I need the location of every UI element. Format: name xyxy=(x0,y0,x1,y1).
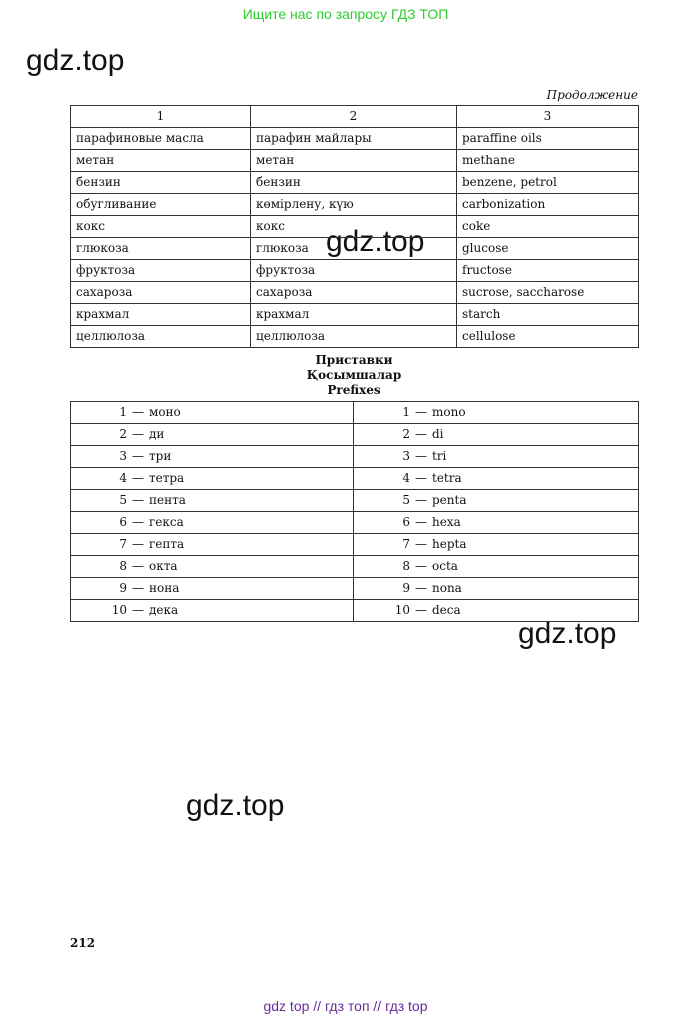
prefix-word: нона xyxy=(149,581,180,595)
prefix-word: hexa xyxy=(432,515,461,529)
dash-separator: — xyxy=(132,603,144,617)
prefix-word: nona xyxy=(432,581,462,595)
table-row xyxy=(71,260,639,282)
term-kz: метан xyxy=(251,150,457,172)
term-en: sucrose, saccharose xyxy=(457,282,639,304)
prefix-word: гепта xyxy=(149,537,185,551)
table-row xyxy=(71,402,639,424)
dash-separator: — xyxy=(132,515,144,529)
term-en: benzene, petrol xyxy=(457,172,639,194)
prefix-word: окта xyxy=(149,559,178,573)
dash-separator: — xyxy=(132,559,144,573)
footer-links[interactable]: gdz top // гдз топ // гдз top xyxy=(263,998,428,1014)
term-kz: сахароза xyxy=(251,282,457,304)
prefix-word: ди xyxy=(149,427,165,441)
prefix-en xyxy=(354,468,639,490)
prefix-word: di xyxy=(432,427,444,441)
prefix-en xyxy=(354,424,639,446)
prefix-en xyxy=(354,578,639,600)
dash-separator: — xyxy=(415,559,427,573)
column-header: 3 xyxy=(457,106,639,128)
prefix-word: тетра xyxy=(149,471,185,485)
prefix-en xyxy=(354,512,639,534)
prefix-word: дека xyxy=(149,603,179,617)
table-row xyxy=(71,172,639,194)
column-header: 2 xyxy=(251,106,457,128)
prefix-number: 9 xyxy=(402,581,410,595)
prefix-word: penta xyxy=(432,493,467,507)
prefix-number: 10 xyxy=(111,603,127,617)
dash-separator: — xyxy=(132,405,144,419)
term-en: cellulose xyxy=(457,326,639,348)
term-kz: бензин xyxy=(251,172,457,194)
term-en: coke xyxy=(457,216,639,238)
table-row xyxy=(71,534,639,556)
dash-separator: — xyxy=(415,471,427,485)
dash-separator: — xyxy=(132,449,144,463)
prefix-number: 1 xyxy=(402,405,410,419)
prefix-ru xyxy=(71,468,354,490)
term-kz: кокс xyxy=(251,216,457,238)
table-row xyxy=(71,238,639,260)
prefix-word: гекса xyxy=(149,515,184,529)
term-ru: глюкоза xyxy=(71,238,251,260)
prefix-number: 2 xyxy=(119,427,127,441)
prefix-number: 9 xyxy=(119,581,127,595)
prefix-word: пента xyxy=(149,493,186,507)
term-ru: сахароза xyxy=(71,282,251,304)
table-row xyxy=(71,490,639,512)
term-en: glucose xyxy=(457,238,639,260)
prefix-ru xyxy=(71,512,354,534)
prefix-word: tri xyxy=(432,449,447,463)
prefix-word: tetra xyxy=(432,471,462,485)
page-number: 212 xyxy=(70,936,96,950)
prefix-number: 6 xyxy=(402,515,410,529)
table-row xyxy=(71,512,639,534)
term-ru: парафиновые масла xyxy=(71,128,251,150)
dash-separator: — xyxy=(132,581,144,595)
table-row xyxy=(71,304,639,326)
prefix-ru xyxy=(71,446,354,468)
prefix-number: 1 xyxy=(119,405,127,419)
prefix-en xyxy=(354,556,639,578)
term-ru: кокс xyxy=(71,216,251,238)
prefix-number: 5 xyxy=(119,493,127,507)
caption-en: Prefixes xyxy=(327,383,381,397)
table-row xyxy=(71,556,639,578)
prefix-number: 7 xyxy=(119,537,127,551)
prefixes-caption xyxy=(70,353,638,398)
prefix-number: 3 xyxy=(119,449,127,463)
watermark: gdz.top xyxy=(26,44,125,77)
prefix-word: deca xyxy=(432,603,461,617)
dash-separator: — xyxy=(415,449,427,463)
term-kz: фруктоза xyxy=(251,260,457,282)
prefix-en xyxy=(354,446,639,468)
dash-separator: — xyxy=(415,603,427,617)
prefix-ru xyxy=(71,402,354,424)
dash-separator: — xyxy=(415,405,427,419)
table-row xyxy=(71,424,639,446)
continued-label: Продолжение xyxy=(546,88,638,102)
prefix-word: hepta xyxy=(432,537,467,551)
dash-separator: — xyxy=(415,493,427,507)
caption-kz: Қосымшалар xyxy=(306,368,402,382)
caption-ru: Приставки xyxy=(315,353,393,367)
terms-table xyxy=(70,105,639,348)
prefix-en xyxy=(354,490,639,512)
prefix-ru xyxy=(71,534,354,556)
prefix-en xyxy=(354,534,639,556)
prefix-number: 4 xyxy=(119,471,127,485)
prefix-word: mono xyxy=(432,405,466,419)
prefix-number: 4 xyxy=(402,471,410,485)
term-kz: целлюлоза xyxy=(251,326,457,348)
prefix-ru xyxy=(71,600,354,622)
prefixes-table xyxy=(70,401,639,622)
term-kz: крахмал xyxy=(251,304,457,326)
table-row xyxy=(71,326,639,348)
prefix-ru xyxy=(71,578,354,600)
dash-separator: — xyxy=(132,471,144,485)
prefix-number: 6 xyxy=(119,515,127,529)
dash-separator: — xyxy=(415,581,427,595)
term-kz: парафин майлары xyxy=(251,128,457,150)
table-row xyxy=(71,600,639,622)
prefix-en xyxy=(354,600,639,622)
term-en: paraffine oils xyxy=(457,128,639,150)
term-ru: целлюлоза xyxy=(71,326,251,348)
prefix-number: 3 xyxy=(402,449,410,463)
term-en: fructose xyxy=(457,260,639,282)
prefix-word: три xyxy=(149,449,172,463)
table-row xyxy=(71,578,639,600)
table-row xyxy=(71,194,639,216)
table-row xyxy=(71,128,639,150)
term-kz: көмірлену, күю xyxy=(251,194,457,216)
dash-separator: — xyxy=(132,427,144,441)
prefix-number: 8 xyxy=(402,559,410,573)
dash-separator: — xyxy=(415,537,427,551)
dash-separator: — xyxy=(132,537,144,551)
watermark: gdz.top xyxy=(326,225,425,258)
term-ru: крахмал xyxy=(71,304,251,326)
table-row xyxy=(71,150,639,172)
term-ru: обугливание xyxy=(71,194,251,216)
prefix-en xyxy=(354,402,639,424)
prefix-number: 5 xyxy=(402,493,410,507)
term-ru: метан xyxy=(71,150,251,172)
term-en: carbonization xyxy=(457,194,639,216)
watermark: gdz.top xyxy=(518,617,617,650)
prefix-number: 2 xyxy=(402,427,410,441)
prefix-ru xyxy=(71,424,354,446)
table-row xyxy=(71,282,639,304)
term-ru: фруктоза xyxy=(71,260,251,282)
prefix-ru xyxy=(71,490,354,512)
dash-separator: — xyxy=(132,493,144,507)
term-kz: глюкоза xyxy=(251,238,457,260)
prefix-word: octa xyxy=(432,559,458,573)
table-row xyxy=(71,468,639,490)
watermark: gdz.top xyxy=(186,789,285,822)
term-ru: бензин xyxy=(71,172,251,194)
table-header-row xyxy=(71,106,639,128)
prefix-number: 7 xyxy=(402,537,410,551)
top-banner-link[interactable]: Ищите нас по запросу ГДЗ ТОП xyxy=(242,6,449,22)
prefix-number: 10 xyxy=(394,603,410,617)
term-en: starch xyxy=(457,304,639,326)
dash-separator: — xyxy=(415,515,427,529)
prefix-number: 8 xyxy=(119,559,127,573)
dash-separator: — xyxy=(415,427,427,441)
table-row xyxy=(71,446,639,468)
column-header: 1 xyxy=(71,106,251,128)
table-row xyxy=(71,216,639,238)
term-en: methane xyxy=(457,150,639,172)
prefix-word: моно xyxy=(149,405,181,419)
prefix-ru xyxy=(71,556,354,578)
